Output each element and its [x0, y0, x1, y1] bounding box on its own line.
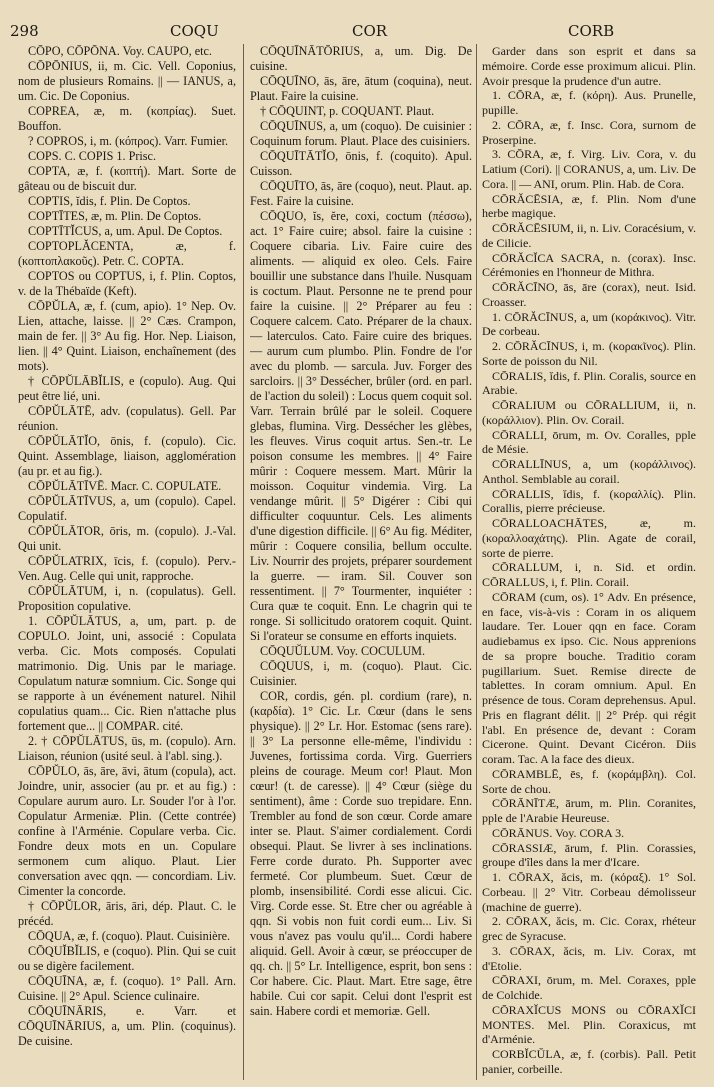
- dictionary-entry: 1. CŌPŬLĀTUS, a, um, part. p. de COPULO. Joint, uni, associé : Copulata verba. Cic. Mots composés. Copulati matrimonio. Dig. Unis par le mariage. Copulatum naturæ somnium. Cic. Songe qui se rapporte à un événement naturel. Nihil copulatius quam... Cic. Rien n'attache plus fortement que... || COMPAR. cité.: [18, 614, 236, 733]
- dictionary-entry: CŌRALLOACHĀTES, æ, m. (κοραλλοαχάτης). Plin. Agate de corail, sorte de pierre.: [482, 516, 696, 560]
- dictionary-entry: CŌQUO, ĭs, ĕre, coxi, coctum (πέσσω), act. 1° Faire cuire; absol. faire la cuisine : Coquere cibaria. Liv. Faire cuire des aliments. — aliquid ex oleo. Cels. Faire bouillir une substance dans l'huile. Nusquam is coctum. Plaut. Personne ne te prend pour faire la cuisine. || 2° Préparer au feu : Coquere calcem. Cato. Préparer de la chaux. — laterculos. Cato. Faire cuire des briques. — aurum cum plumbo. Plin. Fondre de l'or avec du plomb. — sarcula. Juv. Forger des sarcloirs. || 3° Dessécher, brûler (ord. en parl. de l'action du soleil) : Locus quem coquit sol. Varr. Terrain brûlé par le soleil. Coquere glebas, flumina. Virg. Dessécher les glèbes, les fleuves. Virus coquit artus. Sen.-tr. Le poison consume les membres. || 4° Faire mûrir : Coquere messem. Mart. Mûrir la moisson. Coquitur vindemia. Virg. La vendange mûrit. || 5° Digérer : Cibi qui difficulter coquuntur. Cels. Les aliments d'une digestion difficile. || 6° Au fig. Méditer, mûrir : Coquere consilia, bellum occulte. Liv. Nourrir des projets, préparer sourdement la guerre. — iram. Sil. Couver son ressentiment. || 7° Tourmenter, inquiéter : Cura quæ te coquit. Enn. Le chagrin qui te ronge. Si sollicitudo oratorem coquit. Quint. Si l'orateur se consume en efforts inquiets.: [250, 209, 472, 643]
- running-head-left: COQU: [170, 22, 219, 40]
- dictionary-entry: CŌRAMBLĒ, ēs, f. (κοράμβλη). Col. Sorte de chou.: [482, 766, 696, 796]
- dictionary-entry: CŌRĂCĒSIA, æ, f. Plin. Nom d'une herbe magique.: [482, 191, 696, 221]
- dictionary-entry: CŌPŬLATRIX, īcis, f. (copulo). Perv.-Ven. Aug. Celle qui unit, rapproche.: [18, 554, 236, 583]
- dictionary-entry: CŌPO, CŌPŌNA. Voy. CAUPO, etc.: [28, 44, 212, 58]
- dictionary-entry: CŌPŬLĀTĒ, adv. (copulatus). Gell. Par réunion.: [18, 404, 236, 433]
- column-divider: [243, 44, 244, 1080]
- dictionary-entry: COPTOPLĂCENTA, æ, f. (κοπτοπλακοῦς). Petr. C. COPTA.: [18, 239, 236, 268]
- dictionary-entry: CŌQUA, æ, f. (coquo). Plaut. Cuisinière.: [28, 929, 231, 943]
- dictionary-entry: CŌQUĪNUS, a, um (coquo). De cuisinier : Coquinum forum. Plaut. Place des cuisiniers.: [250, 119, 472, 148]
- dictionary-entry: COPREA, æ, m. (κοπρίας). Suet. Bouffon.: [18, 104, 236, 133]
- dictionary-entry: 3. CŌRA, æ, f. Virg. Liv. Cora, v. du Latium (Cori). || CORANUS, a, um. Liv. De Cora. || — ANI, orum. Plin. Hab. de Cora.: [482, 147, 696, 191]
- dictionary-entry: CŌRAXĬCUS MONS ou CŌRAXĬCI MONTES. Mel. Plin. Coraxicus, mt d'Arménie.: [482, 1002, 696, 1047]
- dictionary-entry: † CŌPŬLĀBĬLIS, e (copulo). Aug. Qui peut être lié, uni.: [18, 374, 236, 403]
- dictionary-entry: CŌQUĪTO, ās, āre (coquo), neut. Plaut. ap. Fest. Faire la cuisine.: [250, 179, 472, 208]
- dictionary-entry: CŌRAXI, ōrum, m. Mel. Coraxes, pple de Colchide.: [482, 973, 696, 1002]
- dictionary-entry: † CŌPŬLOR, āris, āri, dép. Plaut. C. le précéd.: [18, 899, 236, 928]
- dictionary-entry: CŌPŬLĀTOR, ōris, m. (copulo). J.-Val. Qui unit.: [18, 524, 236, 553]
- dictionary-entry: CŌRĀNĪTÆ, ārum, m. Plin. Coranites, pple de l'Arabie Heureuse.: [482, 796, 696, 825]
- dictionary-entry: ? COPROS, i, m. (κόπρος). Varr. Fumier.: [28, 134, 229, 148]
- dictionary-entry: CŌRĂCĬCA SACRA, n. (corax). Insc. Cérémonies en l'honneur de Mithra.: [482, 250, 696, 280]
- dictionary-entry: 3. CŌRAX, ăcis, m. Liv. Corax, mt d'Etolie.: [482, 943, 696, 973]
- dictionary-entry: 1. CŌRAX, ăcis, m. (κόραξ). 1° Sol. Corbeau. || 2° Vitr. Corbeau démolisseur (machine de guerre).: [482, 870, 696, 914]
- dictionary-entry: CŌQUĪNĀRIS, e. Varr. et CŌQUĪNĀRIUS, a, um. Plin. (coquinus). De cuisine.: [18, 1004, 236, 1048]
- dictionary-entry: COPS. C. COPIS 1. Prisc.: [28, 149, 157, 163]
- dictionary-entry: Garder dans son esprit et dans sa mémoire. Corde esse proximum alicui. Plin. Avoir presque la prudence d'un autre.: [482, 44, 696, 88]
- dictionary-entry: 2. † CŌPŬLĀTUS, ūs, m. (copulo). Arn. Liaison, réunion (usité seul. à l'abl. sing.).: [18, 734, 236, 763]
- dictionary-entry: CŌRALLIS, ĭdis, f. (κοραλλίς). Plin. Corallis, pierre précieuse.: [482, 486, 696, 516]
- dictionary-entry: CŌQUĪNĀTŌRIUS, a, um. Dig. De cuisine.: [250, 44, 472, 73]
- dictionary-entry: 1. CŌRĂCĪNUS, a, um (κοράκινος). Vitr. De corbeau.: [482, 309, 696, 339]
- dictionary-entry: CŌRALLĪNUS, a, um (κοράλλινος). Anthol. Semblable au corail.: [482, 457, 696, 486]
- dictionary-entry: CŌPŬLO, ās, āre, āvi, ātum (copula), act. Joindre, unir, associer (au pr. et au fig.) : Copulare aurum auro. Lr. Souder l'or à l'or. Copulatur Armeniæ. Plin. (Cette contrée) confine à l'Arménie. Copulare verba. Cic. Fondre deux mots en un. Copulare sermonem cum aliquo. Plaut. Lier conversation avec qqn. — concordiam. Liv. Cimenter la concorde.: [18, 764, 236, 898]
- dictionary-entry: CŌQUĪNA, æ, f. (coquo). 1° Pall. Arn. Cuisine. || 2° Apul. Science culinaire.: [18, 974, 236, 1003]
- dictionary-entry: CŌRALIUM ou CŌRALLIUM, ii, n. (κοράλλιον). Plin. Ov. Corail.: [482, 398, 696, 427]
- dictionary-entry: COPTIS, ĭdis, f. Plin. De Coptos.: [28, 194, 191, 208]
- dictionary-entry: † CŌQUINT, p. COQUANT. Plaut.: [260, 104, 435, 118]
- dictionary-entry: CŌPŬLĀTĪVĒ. Macr. C. COPULATE.: [28, 479, 222, 493]
- dictionary-entry: CŌPŬLĀTĬO, ōnis, f. (copulo). Cic. Quint. Assemblage, liaison, agglomération (au pr. et au fig.).: [18, 434, 236, 478]
- dictionary-entry: CŌRALLUM, i, n. Sid. et ordin. CŌRALLUS, i, f. Plin. Corail.: [482, 560, 696, 589]
- dictionary-entry: COPTOS ou COPTUS, i, f. Plin. Coptos, v. de la Thébaïde (Keft).: [18, 269, 236, 298]
- dictionary-entry: 2. CŌRĂCĪNUS, i, m. (κορακῖνος). Plin. Sorte de poisson du Nil.: [482, 339, 696, 368]
- dictionary-entry: CŌRALLI, ōrum, m. Ov. Coralles, pple de Mésie.: [482, 427, 696, 457]
- column-divider: [476, 44, 477, 1080]
- running-head-right: CORB: [568, 22, 615, 40]
- dictionary-entry: 1. CŌRA, æ, f. (κόρη). Aus. Prunelle, pupille.: [482, 88, 696, 117]
- dictionary-entry: CŌRASSIÆ, ārum, f. Plin. Corassies, groupe d'îles dans la mer d'Icare.: [482, 840, 696, 870]
- dictionary-entry: COPTĪTĬCUS, a, um. Apul. De Coptos.: [28, 224, 223, 238]
- dictionary-entry: CŌPŬLA, æ, f. (cum, apio). 1° Nep. Ov. Lien, attache, laisse. || 2° Cæs. Crampon, main de fer. || 3° Au fig. Hor. Nep. Liaison, lien. || 4° Quint. Liaison, enchaînement (des mots).: [18, 299, 236, 373]
- column-left: [18, 44, 236, 1080]
- dictionary-entry: 2. CŌRA, æ, f. Insc. Cora, surnom de Proserpine.: [482, 117, 696, 147]
- dictionary-entry: CŌQUĪTĀTĬO, ōnis, f. (coquito). Apul. Cuisson.: [250, 149, 472, 178]
- dictionary-entry: CŌRAM (cum, os). 1° Adv. En présence, en face, vis-à-vis : Coram in os aliquem laudare. Ter. Louer qqn en face. Coram audiebamus ex ipso. Cic. Nous apprenions de sa propre bouche. Traditio coram pugillarium. Suet. Remise directe de tablettes. In coram omnium. Apul. En présence de tous. Coram deprehensus. Apul. Pris en flagrant délit. || 2° Prép. qui régit l'abl. En présence de, devant : Coram Cicerone. Quint. Devant Cicéron. Diis coram. Tac. A la face des dieux.: [482, 589, 696, 766]
- dictionary-entry: COPTĪTES, æ, m. Plin. De Coptos.: [28, 209, 202, 223]
- dictionary-entry: CŌQUĪNO, ās, āre, ātum (coquina), neut. Plaut. Faire la cuisine.: [250, 74, 472, 103]
- dictionary-entry: CŌPŬLĀTĪVUS, a, um (copulo). Capel. Copulatif.: [18, 494, 236, 523]
- column-middle: [250, 44, 472, 1080]
- dictionary-entry: CŌRĂCĪNO, ās, āre (corax), neut. Isid. Croasser.: [482, 280, 696, 309]
- dictionary-entry: COPTA, æ, f. (κοπτή). Mart. Sorte de gâteau ou de biscuit dur.: [18, 164, 236, 193]
- page-number: 298: [10, 22, 39, 40]
- dictionary-entry: CŌRALIS, ĭdis, f. Plin. Coralis, source en Arabie.: [482, 368, 696, 398]
- column-right: [482, 44, 696, 1080]
- dictionary-entry: CŌPŌNIUS, ii, m. Cic. Vell. Coponius, nom de plusieurs Romains. || — IANUS, a, um. Cic. De Coponius.: [18, 59, 236, 103]
- running-header: [0, 22, 714, 42]
- dictionary-entry: CŌRĀNUS. Voy. CORA 3.: [492, 825, 625, 840]
- dictionary-entry: CŌQUĬBĬLIS, e (coquo). Plin. Qui se cuit ou se digère facilement.: [18, 944, 236, 973]
- dictionary-entry: CŌQUUS, i, m. (coquo). Plaut. Cic. Cuisinier.: [250, 659, 472, 688]
- dictionary-entry: 2. CŌRAX, ăcis, m. Cic. Corax, rhéteur grec de Syracuse.: [482, 914, 696, 943]
- dictionary-entry: CŌRĂCĒSIUM, ii, n. Liv. Coracésium, v. de Cilicie.: [482, 221, 696, 250]
- dictionary-entry: COR, cordis, gén. pl. cordium (rare), n. (καρδία). 1° Cic. Lr. Cœur (dans le sens physique). || 2° Lr. Hor. Estomac (sens rare). || 3° La personne elle-même, l'individu : Juvenes, fortissima corda. Virg. Guerriers pleins de courage. Meum cor! Plaut. Mon cœur! (t. de caresse). || 4° Cœur (siège du sentiment), âme : Corde suo trepidare. Enn. Trembler au fond de son cœur. Corde amare inter se. Plaut. S'aimer cordialement. Cordi obsequi. Plaut. Se livrer à ses inclinations. Ferre corde durato. Ph. Supporter avec fermeté. Cor plumbeum. Suet. Cœur de plomb, insensibilité. Cordi esse alicui. Cic. Virg. Corde esse. St. Etre cher ou agréable à qqn. Si vobis non fuit cordi eum... Liv. Si vous n'avez pas voulu qu'il... Cordi habere aliquid. Gell. Avoir à cœur, se préoccuper de qq. ch. || 5° Lr. Intelligence, esprit, bon sens : Cor habere. Cic. Plaut. Mart. Etre sage, être habile. Cui cor sapit. Celui dont l'esprit est sain. Habere cordi et memoriæ. Gell.: [250, 689, 472, 1018]
- dictionary-entry: CŌQUŬLUM. Voy. COCULUM.: [260, 644, 425, 658]
- dictionary-entry: CORBĬCŬLA, æ, f. (corbis). Pall. Petit panier, corbeille.: [482, 1047, 696, 1076]
- running-head-center: COR: [352, 22, 388, 40]
- dictionary-entry: CŌPŬLĀTUM, i, n. (copulatus). Gell. Proposition copulative.: [18, 584, 236, 613]
